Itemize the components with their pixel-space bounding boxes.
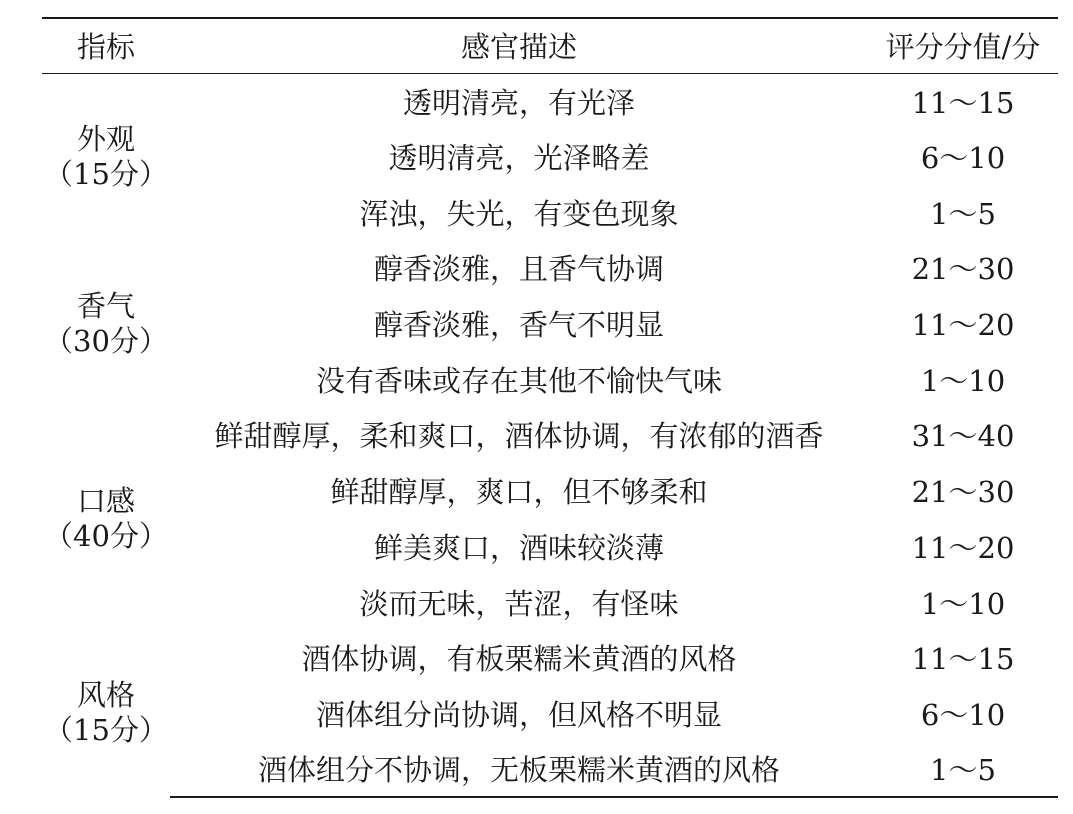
row-score: 11～15 [911, 85, 1015, 120]
header-description: 感官描述 [170, 18, 868, 73]
header-row [42, 18, 1058, 73]
row-description: 酒体组分尚协调，但风格不明显 [315, 697, 722, 732]
row-score: 6～10 [920, 697, 1006, 732]
table-row [42, 630, 1058, 686]
table-row [42, 741, 1058, 797]
table-row [42, 73, 1058, 129]
row-description: 酒体协调，有板栗糯米黄酒的风格 [301, 642, 737, 677]
row-description: 浑浊，失光，有变色现象 [359, 196, 679, 231]
row-description: 酒体组分不协调，无板栗糯米黄酒的风格 [170, 741, 868, 797]
row-description: 淡而无味，苦涩，有怪味 [359, 586, 679, 621]
row-description: 醇香淡雅，且香气协调 [373, 252, 664, 287]
row-description: 鲜甜醇厚，爽口，但不够柔和 [330, 475, 708, 510]
table-row [42, 686, 1058, 742]
row-description: 醇香淡雅，香气不明显 [373, 308, 664, 343]
row-score: 11～20 [911, 308, 1015, 343]
group-cell-style [42, 630, 170, 797]
group-name: 外观 [76, 121, 135, 156]
row-description: 透明清亮，有光泽 [402, 85, 635, 120]
row-score: 1～10 [920, 586, 1006, 621]
group-name: 风格 [76, 678, 135, 713]
row-score: 1～10 [920, 363, 1006, 398]
group-name: 口感 [76, 483, 135, 518]
table-header [42, 18, 1058, 73]
table-row [42, 574, 1058, 630]
table-body [42, 73, 1058, 797]
row-description: 鲜美爽口，酒味较淡薄 [373, 530, 664, 565]
group-weight: （15分） [44, 713, 168, 748]
table-row [42, 296, 1058, 352]
row-score: 11～20 [911, 530, 1015, 565]
row-score: 11～15 [911, 642, 1015, 677]
row-score: 1～5 [868, 741, 1058, 797]
row-score: 21～30 [911, 475, 1015, 510]
group-cell-appearance [42, 73, 170, 240]
row-score: 1～5 [930, 196, 996, 231]
sensory-score-table [42, 17, 1058, 798]
group-cell-aroma [42, 240, 170, 407]
header-score: 评分分值/分 [868, 18, 1058, 73]
header-indicator: 指标 [42, 18, 170, 73]
row-description: 透明清亮，光泽略差 [388, 141, 650, 176]
group-weight: （40分） [44, 518, 168, 553]
table-row [42, 129, 1058, 185]
row-score: 31～40 [911, 419, 1015, 454]
group-weight: （15分） [44, 156, 168, 191]
table-row [42, 351, 1058, 407]
row-score: 21～30 [911, 252, 1015, 287]
row-score: 6～10 [920, 141, 1006, 176]
table-row [42, 240, 1058, 296]
table-row [42, 407, 1058, 463]
group-weight: （30分） [44, 323, 168, 358]
group-cell-taste [42, 407, 170, 630]
group-name: 香气 [76, 288, 135, 323]
row-description: 鲜甜醇厚，柔和爽口，酒体协调，有浓郁的酒香 [214, 419, 824, 454]
table-row [42, 184, 1058, 240]
table-row [42, 463, 1058, 519]
row-description: 没有香味或存在其他不愉快气味 [315, 363, 722, 398]
table-row [42, 519, 1058, 575]
